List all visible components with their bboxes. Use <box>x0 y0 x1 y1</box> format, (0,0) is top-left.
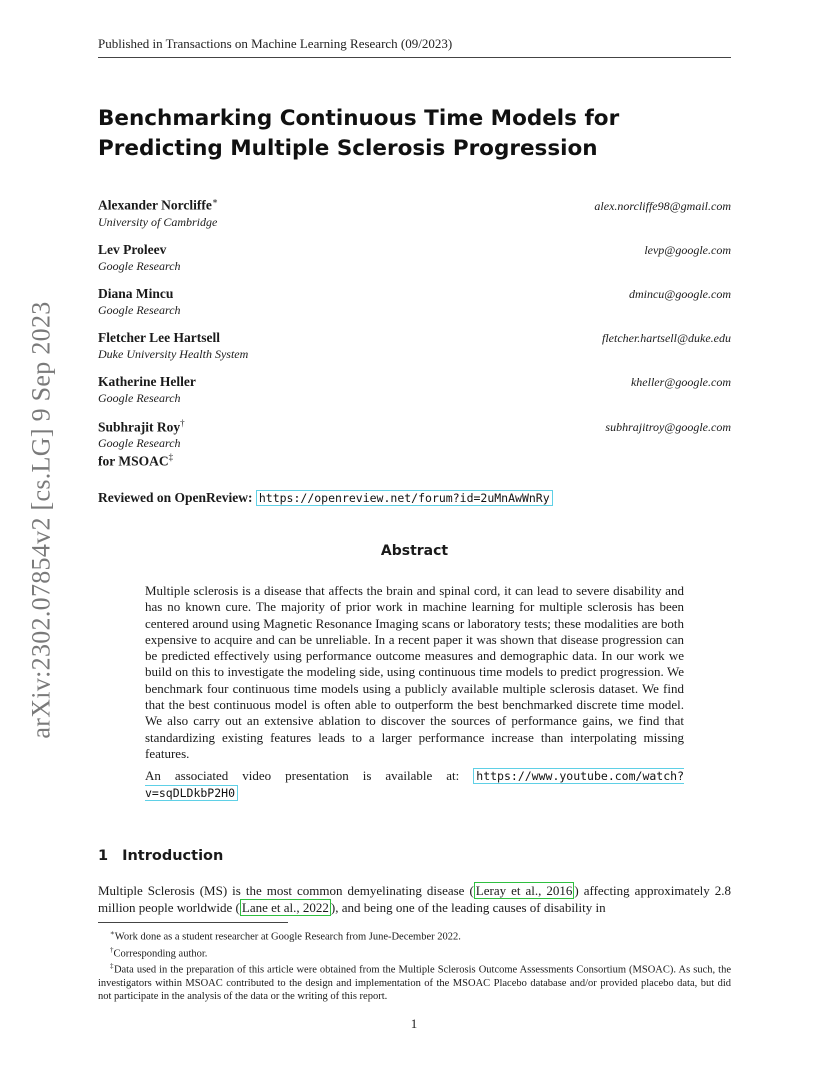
footnote: ‡Data used in the preparation of this article were obtained from the Multiple Sclerosis Outcome Assessments Consortium (MSOAC). As such, the investigators within MSOAC contributed to the design and implementation of the MSOAC Placebo database and/or provided placebo data, but did not participate in the analysis of the data or the writing of this report. <box>98 962 731 1002</box>
footnote-rule <box>98 922 288 923</box>
author-block <box>98 196 731 230</box>
author-email[interactable]: fletcher.hartsell@duke.edu <box>601 330 731 345</box>
author-name: Diana Mincu <box>98 285 174 301</box>
abstract-paragraph: Multiple sclerosis is a disease that affects the brain and spinal cord, it can lead to severe disability and has no known cure. The majority of prior work in machine learning for multiple sclerosis has been centered around using Magnetic Resonance Imaging scans or laboratory tests; these modalities are both expensive to acquire and can be unreliable. In a recent paper it was shown that disease progression can be predicted effectively using performance outcome measures and demographic data. In our work we build on this to investigate the modeling side, using continuous time models to predict progression. We benchmark four continuous time models using a publicly available multiple sclerosis dataset. We find that the best continuous model is often able to outperform the best benchmarked discrete time model. We also carry out an extensive ablation to discover the sources of performance gains, we find that standardizing existing features leads to a larger performance increase than interpolating missing features. <box>145 583 684 761</box>
author-email[interactable]: subhrajitroy@google.com <box>605 420 731 434</box>
openreview-link[interactable]: https://openreview.net/forum?id=2uMnAwWnRy <box>256 490 553 506</box>
author-email[interactable]: dmincu@google.com <box>628 286 731 301</box>
video-text: An associated video presentation is available at: <box>145 768 460 784</box>
author-block <box>98 286 731 318</box>
footnote: †Corresponding author. <box>110 945 208 959</box>
abstract-body <box>145 583 684 807</box>
title-line-2: Predicting Multiple Sclerosis Progression <box>98 136 598 161</box>
author-name: Fletcher Lee Hartsell <box>98 329 220 345</box>
author-name: Alexander Norcliffe∗ <box>98 196 218 213</box>
section-title: Introduction <box>122 848 224 864</box>
reviewed-on-openreview <box>98 490 553 506</box>
video-paragraph <box>145 768 684 801</box>
author-affiliation: Duke University Health System <box>98 346 249 361</box>
author-affiliation: Google Research <box>98 390 181 405</box>
footnote: ∗Work done as a student researcher at Google Research from June-December 2022. <box>110 929 461 943</box>
author-affiliation: Google Research <box>98 302 181 317</box>
section-number: 1 <box>98 848 109 864</box>
author-name: Subhrajit Roy† <box>98 417 185 434</box>
running-head: Published in Transactions on Machine Learning Research (09/2023) <box>98 36 731 58</box>
author-block <box>98 242 731 274</box>
author-list <box>98 196 731 482</box>
citation-link[interactable]: Lane et al., 2022 <box>241 900 329 915</box>
author-block <box>98 418 731 470</box>
paper-title <box>98 104 698 164</box>
abstract-heading: Abstract <box>380 543 449 559</box>
reviewed-label: Reviewed on OpenReview: <box>98 490 253 505</box>
arxiv-identifier-text: arXiv:2302.07854v2 [cs.LG] 9 Sep 2023 <box>27 301 56 739</box>
author-email[interactable]: levp@google.com <box>644 242 731 257</box>
footnotes <box>98 927 731 1003</box>
arxiv-side-identifier <box>22 290 62 750</box>
author-email[interactable]: kheller@google.com <box>630 374 731 389</box>
video-link[interactable]: https://www.youtube.com/watch?v=sqDLDkbP2H0 <box>145 769 684 800</box>
page-number: 1 <box>410 1016 418 1031</box>
author-affiliation: Google Research <box>98 436 181 450</box>
section-heading-introduction <box>98 848 223 864</box>
author-email[interactable]: alex.norcliffe98@gmail.com <box>594 198 731 213</box>
author-block <box>98 374 731 406</box>
author-name: Katherine Heller <box>98 373 196 389</box>
author-affiliation: University of Cambridge <box>98 214 218 229</box>
author-affiliation: Google Research <box>98 258 181 273</box>
author-block <box>98 330 731 362</box>
introduction-paragraph: Multiple Sclerosis (MS) is the most common demyelinating disease ( Leray et al., 2016 ) affecting approximately 2.8 million people worldwide ( Lane et al., 2022 ), and being one of the leading causes of disability in <box>98 883 732 915</box>
author-consortium: for MSOAC‡ <box>98 452 174 469</box>
author-name: Lev Proleev <box>98 241 167 257</box>
title-line-1: Benchmarking Continuous Time Models for <box>98 106 620 131</box>
citation-link[interactable]: Leray et al., 2016 <box>475 883 573 898</box>
